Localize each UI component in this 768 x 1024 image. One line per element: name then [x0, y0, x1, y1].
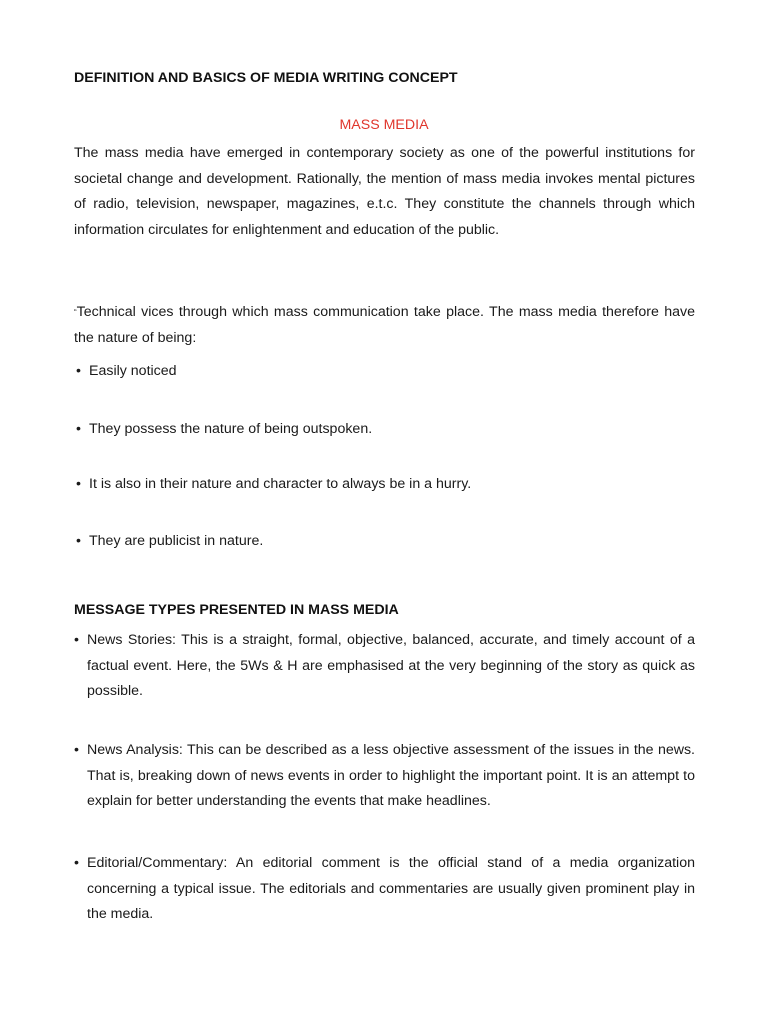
nature-paragraph	[74, 300, 695, 351]
nature-paragraph-text: Technical vices through which mass communication take place. The mass media therefore have the nature of being:	[74, 304, 695, 346]
list-item	[76, 361, 696, 381]
bullet-icon: •	[76, 476, 81, 492]
list-item	[74, 628, 695, 705]
quote-mark: “	[74, 308, 77, 317]
list-item	[76, 531, 696, 551]
list-item	[76, 474, 696, 494]
bullet-icon: •	[74, 742, 79, 758]
bullet-icon: •	[74, 855, 79, 871]
list-item	[74, 738, 695, 815]
intro-paragraph: The mass media have emerged in contemporary society as one of the powerful institutions for societal change and development. Rationally, the mention of mass media invokes mental pictures of radio, television, newspaper, magazines, e.t.c. They constitute the channels through which information circulates for enlightenment and education of the public.	[74, 145, 695, 238]
list-item	[74, 851, 695, 928]
list-item-text: News Stories: This is a straight, formal, objective, balanced, accurate, and timely account of a factual event. Here, the 5Ws & H are emphasised at the very beginning of the story as quick as possible.	[87, 632, 695, 699]
document-title: DEFINITION AND BASICS OF MEDIA WRITING CONCEPT	[74, 70, 458, 86]
list-item-text: It is also in their nature and character to always be in a hurry.	[89, 476, 472, 492]
bullet-icon: •	[76, 533, 81, 549]
bullet-icon: •	[74, 632, 79, 648]
list-item-text: News Analysis: This can be described as a less objective assessment of the issues in the news. That is, breaking down of news events in order to highlight the important point. It is an attempt to explain for better understanding the events that make headlines.	[87, 742, 695, 809]
list-item-text: They are publicist in nature.	[89, 533, 264, 549]
list-item-text: Easily noticed	[89, 363, 177, 379]
list-item-text: Editorial/Commentary: An editorial comment is the official stand of a media organization concerning a typical issue. The editorials and commentaries are usually given prominent play in the media.	[87, 855, 695, 922]
section-subtitle-mass-media: MASS MEDIA	[339, 117, 429, 133]
bullet-icon: •	[76, 363, 81, 379]
list-item-text: They possess the nature of being outspoken.	[89, 421, 373, 437]
section-title-message-types: MESSAGE TYPES PRESENTED IN MASS MEDIA	[74, 602, 399, 618]
list-item	[76, 419, 696, 439]
bullet-icon: •	[76, 421, 81, 437]
